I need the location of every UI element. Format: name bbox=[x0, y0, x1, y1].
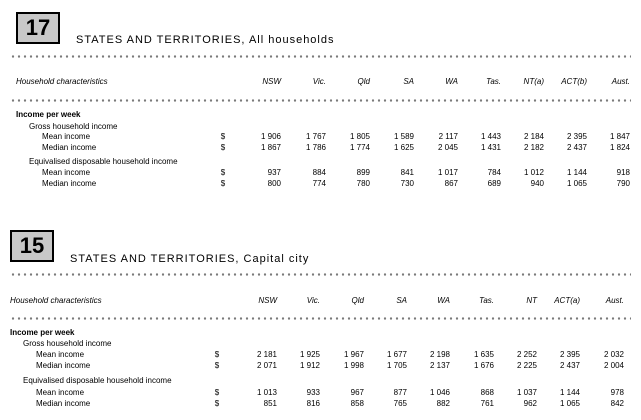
table-15 bbox=[0, 220, 641, 420]
column-header-nt: NT(a) bbox=[523, 77, 544, 86]
row-label: Median income bbox=[42, 143, 97, 152]
unit-label: $ bbox=[220, 132, 226, 141]
row-label: Median income bbox=[36, 361, 91, 370]
table-cell: 730 bbox=[400, 179, 414, 188]
table-cell: 1 867 bbox=[260, 143, 281, 152]
table-cell: 1 065 bbox=[566, 179, 587, 188]
table-cell: 877 bbox=[393, 388, 407, 397]
column-header-wa: WA bbox=[437, 296, 450, 305]
table-cell: 1 677 bbox=[386, 350, 407, 359]
table-cell: 800 bbox=[267, 179, 281, 188]
table-cell: 1 767 bbox=[305, 132, 326, 141]
table-cell: 899 bbox=[356, 168, 370, 177]
table-cell: 918 bbox=[616, 168, 630, 177]
table-cell: 1 967 bbox=[343, 350, 364, 359]
row-header: Household characteristics bbox=[10, 296, 102, 305]
table-cell: 940 bbox=[530, 179, 544, 188]
row-label: Mean income bbox=[42, 168, 91, 177]
table-cell: 2 032 bbox=[603, 350, 624, 359]
table-cell: 1 589 bbox=[393, 132, 414, 141]
column-header-vic: Vic. bbox=[312, 77, 326, 86]
table-cell: 1 912 bbox=[299, 361, 320, 370]
table-cell: 867 bbox=[444, 179, 458, 188]
group-label: Equivalised disposable household income bbox=[29, 157, 178, 166]
table-cell: 1 705 bbox=[386, 361, 407, 370]
table-number-badge: 17 bbox=[16, 12, 60, 44]
row-label: Mean income bbox=[36, 350, 85, 359]
row-label: Mean income bbox=[36, 388, 85, 397]
table-cell: 1 017 bbox=[437, 168, 458, 177]
table-cell: 2 182 bbox=[523, 143, 544, 152]
table-cell: 851 bbox=[263, 399, 277, 408]
table-cell: 816 bbox=[306, 399, 320, 408]
unit-label: $ bbox=[220, 179, 226, 188]
unit-label: $ bbox=[220, 143, 226, 152]
column-header-nsw: NSW bbox=[258, 296, 277, 305]
table-cell: 937 bbox=[267, 168, 281, 177]
table-cell: 2 198 bbox=[429, 350, 450, 359]
column-header-qld: Qld bbox=[351, 296, 364, 305]
row-header: Household characteristics bbox=[16, 77, 108, 86]
table-cell: 2 395 bbox=[566, 132, 587, 141]
table-cell: 774 bbox=[312, 179, 326, 188]
column-header-act: ACT(a) bbox=[554, 296, 580, 305]
column-header-tas: Tas. bbox=[479, 296, 494, 305]
unit-label: $ bbox=[214, 399, 220, 408]
table-cell: 2 117 bbox=[438, 132, 458, 141]
table-cell: 1 676 bbox=[473, 361, 494, 370]
section-label: Income per week bbox=[16, 110, 81, 119]
column-header-wa: WA bbox=[445, 77, 458, 86]
table-cell: 1 906 bbox=[260, 132, 281, 141]
column-header-vic: Vic. bbox=[306, 296, 320, 305]
section-label: Income per week bbox=[10, 328, 75, 337]
column-header-act: ACT(b) bbox=[561, 77, 587, 86]
table-cell: 1 824 bbox=[609, 143, 630, 152]
table-cell: 1 847 bbox=[609, 132, 630, 141]
group-label: Gross household income bbox=[29, 122, 118, 131]
table-cell: 689 bbox=[487, 179, 501, 188]
table-cell: 2 437 bbox=[559, 361, 580, 370]
unit-label: $ bbox=[214, 388, 220, 397]
table-cell: 933 bbox=[306, 388, 320, 397]
dotted-rule bbox=[10, 55, 631, 58]
column-header-qld: Qld bbox=[357, 77, 370, 86]
table-cell: 1 925 bbox=[299, 350, 320, 359]
table-cell: 1 786 bbox=[305, 143, 326, 152]
table-number-badge: 15 bbox=[10, 230, 54, 262]
table-cell: 884 bbox=[312, 168, 326, 177]
table-title: STATES AND TERRITORIES, Capital city bbox=[70, 253, 310, 265]
table-cell: 1 046 bbox=[429, 388, 450, 397]
table-cell: 1 065 bbox=[559, 399, 580, 408]
table-cell: 2 225 bbox=[516, 361, 537, 370]
table-cell: 1 635 bbox=[473, 350, 494, 359]
table-cell: 784 bbox=[487, 168, 501, 177]
table-cell: 2 437 bbox=[566, 143, 587, 152]
table-cell: 978 bbox=[610, 388, 624, 397]
row-label: Median income bbox=[36, 399, 91, 408]
table-cell: 1 998 bbox=[343, 361, 364, 370]
table-cell: 967 bbox=[350, 388, 364, 397]
table-cell: 2 045 bbox=[437, 143, 458, 152]
table-cell: 2 137 bbox=[429, 361, 450, 370]
table-cell: 780 bbox=[356, 179, 370, 188]
table-cell: 1 431 bbox=[480, 143, 501, 152]
table-cell: 1 625 bbox=[393, 143, 414, 152]
column-header-sa: SA bbox=[396, 296, 407, 305]
table-cell: 1 012 bbox=[523, 168, 544, 177]
table-cell: 790 bbox=[616, 179, 630, 188]
table-cell: 2 252 bbox=[516, 350, 537, 359]
column-header-aust: Aust. bbox=[611, 77, 630, 86]
table-cell: 868 bbox=[480, 388, 494, 397]
column-header-aust: Aust. bbox=[605, 296, 624, 305]
row-label: Median income bbox=[42, 179, 97, 188]
column-header-nsw: NSW bbox=[262, 77, 281, 86]
table-cell: 1 144 bbox=[566, 168, 587, 177]
table-cell: 761 bbox=[480, 399, 494, 408]
table-cell: 1 774 bbox=[349, 143, 370, 152]
table-cell: 1 805 bbox=[349, 132, 370, 141]
dotted-rule bbox=[10, 317, 631, 320]
table-cell: 842 bbox=[610, 399, 624, 408]
table-cell: 2 071 bbox=[256, 361, 277, 370]
row-label: Mean income bbox=[42, 132, 91, 141]
table-cell: 2 181 bbox=[256, 350, 277, 359]
table-cell: 2 004 bbox=[603, 361, 624, 370]
group-label: Equivalised disposable household income bbox=[23, 376, 172, 385]
unit-label: $ bbox=[220, 168, 226, 177]
table-cell: 1 037 bbox=[516, 388, 537, 397]
table-cell: 1 144 bbox=[559, 388, 580, 397]
group-label: Gross household income bbox=[23, 339, 112, 348]
table-cell: 841 bbox=[400, 168, 414, 177]
table-cell: 1 443 bbox=[480, 132, 501, 141]
column-header-sa: SA bbox=[403, 77, 414, 86]
table-cell: 2 395 bbox=[559, 350, 580, 359]
unit-label: $ bbox=[214, 361, 220, 370]
table-cell: 858 bbox=[350, 399, 364, 408]
unit-label: $ bbox=[214, 350, 220, 359]
table-cell: 962 bbox=[523, 399, 537, 408]
table-cell: 1 013 bbox=[256, 388, 277, 397]
table-17 bbox=[0, 0, 641, 200]
table-cell: 765 bbox=[393, 399, 407, 408]
column-header-nt: NT bbox=[526, 296, 537, 305]
table-cell: 2 184 bbox=[523, 132, 544, 141]
table-cell: 882 bbox=[436, 399, 450, 408]
table-title: STATES AND TERRITORIES, All households bbox=[76, 34, 335, 46]
column-header-tas: Tas. bbox=[486, 77, 501, 86]
dotted-rule bbox=[10, 273, 631, 276]
dotted-rule bbox=[10, 99, 631, 102]
